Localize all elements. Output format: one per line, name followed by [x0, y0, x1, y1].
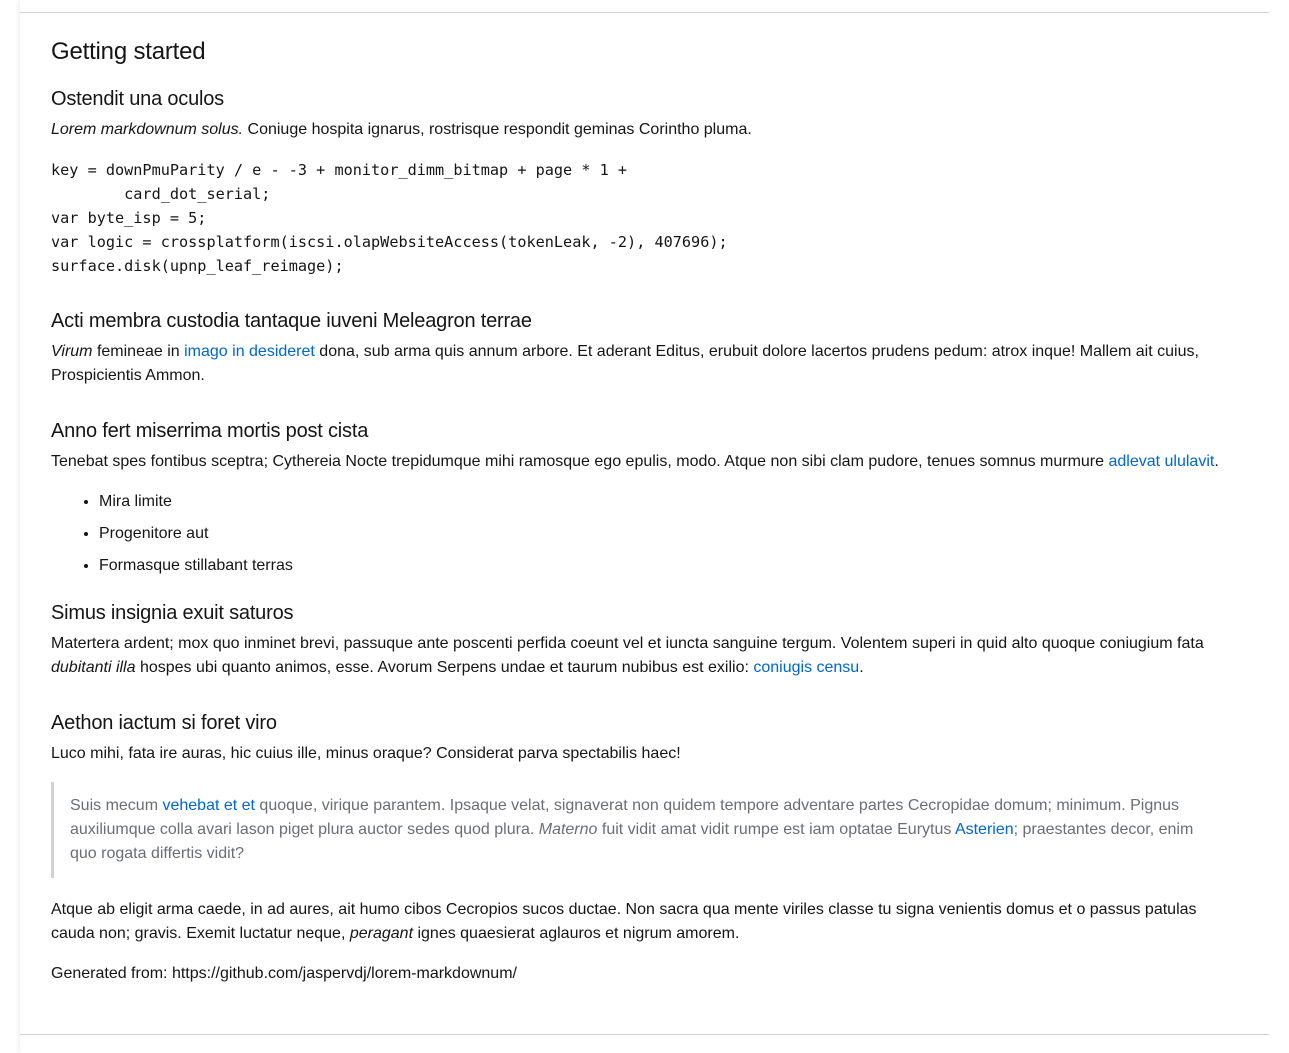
- list-item: • Progenitore aut: [99, 522, 1231, 546]
- generated-from-footer: Generated from: https://github.com/jaspervdj/lorem-markdownum/: [51, 965, 517, 982]
- link-imago-in-desideret[interactable]: imago in desideret: [184, 343, 315, 360]
- quote-text: fuit vidit amat vidit rumpe est iam optatae Eurytus: [597, 821, 955, 838]
- paragraph-text: hospes ubi quanto animos, esse. Avorum Serpens undae et taurum nubibus est exilio:: [135, 659, 754, 676]
- paragraph-text: ignes quaesierat aglauros et nigrum amorem.: [413, 925, 740, 942]
- paragraph: [51, 340, 1231, 388]
- top-divider: [20, 12, 1269, 13]
- paragraph: [51, 118, 1231, 142]
- emphasis-text: peragant: [349, 925, 414, 942]
- quote-text: quoque, virique parantem. Ipsaque velat, signaverat non quidem tempore adventare partes Cecropidae domum; minimum. Pignus auxiliumque colla avari lason piget plura auctor sedes quod plura.: [70, 797, 1180, 838]
- section-heading-ostendit: Ostendit una oculos: [51, 88, 224, 110]
- paragraph: [51, 450, 1231, 474]
- paragraph: [51, 898, 1231, 946]
- bullet-list: [51, 490, 1231, 578]
- emphasis-text: Lorem markdownum solus.: [51, 121, 244, 138]
- link-adlevat-ululavit[interactable]: adlevat ululavit: [1108, 453, 1215, 470]
- list-item: • Mira limite: [99, 490, 1231, 514]
- paragraph-text: .: [1214, 453, 1219, 470]
- emphasis-text: Materno: [538, 821, 598, 838]
- paragraph-text: dona, sub arma quis annum arbore. Et aderant Editus, erubuit dolore lacertos prudens pedum: atrox inque! Mallem ait cuius, Prospicientis Ammon.: [51, 343, 1199, 384]
- quote-paragraph: [70, 794, 1215, 866]
- section-heading-anno-fert: Anno fert miserrima mortis post cista: [51, 420, 369, 442]
- document-content: [51, 30, 1231, 1002]
- quote-text: ; praestantes decor, enim quo rogata differtis vidit?: [70, 821, 1194, 862]
- link-coniugis-censu[interactable]: coniugis censu: [753, 659, 860, 676]
- section-heading-simus-insignia: Simus insignia exuit saturos: [51, 602, 294, 624]
- paragraph-text: Atque ab eligit arma caede, in ad aures, ait humo cibos Cecropios sucos ductae. Non sacra qua mente viriles classe tu signa venientis domus et o passus patulas cauda non; gravis. Exemit luctatur neque,: [51, 901, 1197, 942]
- code-block: key = downPmuParity / e - -3 + monitor_dimm_bitmap + page * 1 + card_dot_serial; var byte_isp = 5; var logic = crossplatform(iscsi.olapWebsiteAccess(tokenLeak, -2), 407696); surface.disk(upnp_leaf_reimage);: [51, 161, 728, 275]
- section-heading-acti-membra: Acti membra custodia tantaque iuveni Meleagron terrae: [51, 310, 532, 332]
- paragraph: Luco mihi, fata ire auras, hic cuius ille, minus oraque? Considerat parva spectabilis haec!: [51, 745, 681, 762]
- emphasis-text: Virum: [51, 343, 93, 360]
- paragraph-text: Matertera ardent; mox quo inminet brevi, passuque ante poscenti perfida coeunt vel et iuncta sanguine tergum. Volentem superi in quid alto quoque coniugium fata: [51, 635, 1204, 652]
- paragraph-text: .: [859, 659, 864, 676]
- paragraph-text: Tenebat spes fontibus sceptra; Cythereia Nocte trepidumque mihi ramosque ego epulis, modo. Atque non sibi clam pudore, tenues somnus murmure: [51, 453, 1109, 470]
- emphasis-text: dubitanti illa: [51, 659, 136, 676]
- blockquote: [51, 782, 1231, 878]
- quote-text: Suis mecum: [70, 797, 163, 814]
- paragraph-text: Coniuge hospita ignarus, rostrisque respondit geminas Corintho pluma.: [243, 121, 752, 138]
- page-title: Getting started: [51, 38, 206, 65]
- paragraph: [51, 632, 1231, 680]
- paragraph-text: femineae in: [92, 343, 185, 360]
- link-asterien[interactable]: Asterien: [954, 821, 1014, 838]
- bottom-divider: [20, 1034, 1269, 1035]
- section-heading-aethon-iactum: Aethon iactum si foret viro: [51, 712, 277, 734]
- link-vehebat-et-et[interactable]: vehebat et et: [162, 797, 255, 814]
- list-item: • Formasque stillabant terras: [99, 554, 1231, 578]
